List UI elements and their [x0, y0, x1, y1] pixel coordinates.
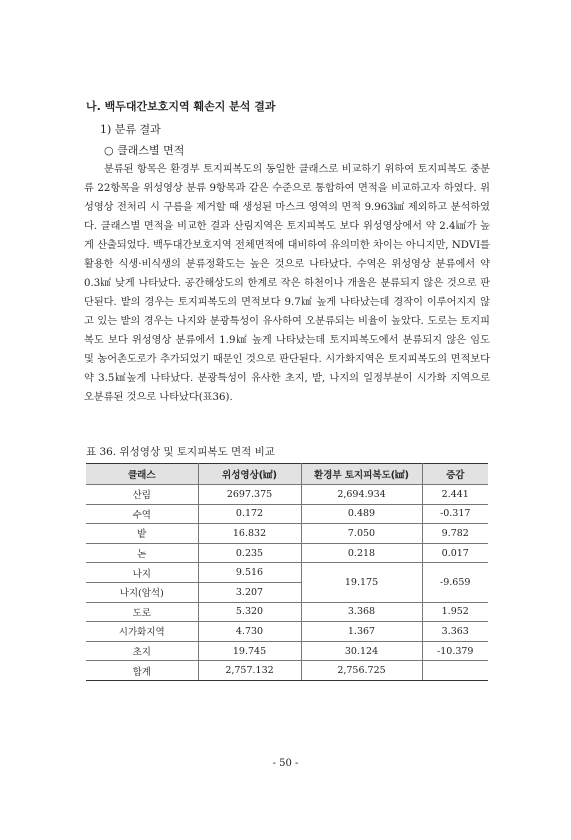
- table-row: [86, 504, 488, 524]
- table-caption: 표 36. 위성영상 및 토지피복도 면적 비교: [86, 446, 275, 458]
- cell-landcover: 2,756.725: [301, 661, 422, 681]
- cell-satellite: 4.730: [198, 622, 301, 642]
- cell-class: 논: [86, 543, 198, 563]
- header-landcover-area: 환경부 토지피복도(㎢): [301, 464, 422, 485]
- cell-satellite: 16.832: [198, 524, 301, 544]
- cell-satellite: 2697.375: [198, 485, 301, 505]
- cell-difference: 3.363: [422, 622, 488, 642]
- bullet-heading: ○ 클래스별 면적: [104, 144, 185, 157]
- section-heading: 나. 백두대간보호지역 훼손지 분석 결과: [86, 100, 276, 113]
- cell-difference: [422, 661, 488, 681]
- cell-landcover-merged: 19.175: [301, 563, 422, 602]
- cell-class: 시가화지역: [86, 622, 198, 642]
- cell-landcover: 30.124: [301, 641, 422, 661]
- cell-class: 나지: [86, 563, 198, 583]
- cell-class: 수역: [86, 504, 198, 524]
- cell-difference-merged: -9.659: [422, 563, 488, 602]
- cell-difference: -0.317: [422, 504, 488, 524]
- cell-satellite: 3.207: [198, 582, 301, 602]
- table-header-row: [86, 464, 488, 485]
- cell-satellite: 9.516: [198, 563, 301, 583]
- table-row: [86, 563, 488, 583]
- cell-difference: 9.782: [422, 524, 488, 544]
- body-paragraph: 분류된 항목은 환경부 토지피복도의 동일한 클래스로 비교하기 위하여 토지피복도 중분류 22항목을 위성영상 분류 9항목과 같은 수준으로 통합하여 면적을 비교하고자 하였다. 위성영상 전처리 시 구름을 제거할 때 생성된 마스크 영역의 면적 9.963㎢ 제외하고 분석하였다. 클래스별 면적을 비교한 결과 산림지역은 토지피복도 보다 위성영상에서 약 2.4㎢가 높게 산출되었다. 백두대간보호지역 전체면적에 대비하여 유의미한 차이는 아니지만, NDVI를 활용한 식생·비식생의 분류정확도는 높은 것으로 나타났다. 수역은 위성영상 분류에서 약 0.3㎢ 낮게 나타났다. 공간해상도의 한계로 작은 하천이나 개울은 분류되지 않은 것으로 판단된다. 밭의 경우는 토지피복도의 면적보다 9.7㎢ 높게 나타났는데 경작이 이루어지지 않고 있는 밭의 경우는 나지와 분광특성이 유사하여 오분류되는 비율이 높았다. 도로는 토지피복도 보다 위성영상 분류에서 1.9㎢ 높게 나타났는데 토지피복도에서 분류되지 않은 임도 및 농어촌도로가 추가되었기 때문인 것으로 판단된다. 시가화지역은 토지피복도의 면적보다 약 3.5㎢높게 나타났다. 분광특성이 유사한 초지, 밭, 나지의 일정부분이 시가화 지역으로 오분류된 것으로 나타났다(표36).: [84, 164, 490, 403]
- cell-satellite: 0.235: [198, 543, 301, 563]
- cell-landcover: 0.489: [301, 504, 422, 524]
- cell-class: 밭: [86, 524, 198, 544]
- cell-satellite: 0.172: [198, 504, 301, 524]
- cell-landcover: 1.367: [301, 622, 422, 642]
- cell-difference: -10.379: [422, 641, 488, 661]
- page-number: - 50 -: [272, 758, 299, 769]
- cell-class: 합계: [86, 661, 198, 681]
- table-row: [86, 524, 488, 544]
- cell-satellite: 5.320: [198, 602, 301, 622]
- subsection-heading: 1) 분류 결과: [100, 123, 161, 136]
- table-row: [86, 543, 488, 563]
- cell-landcover: 3.368: [301, 602, 422, 622]
- header-difference: 증감: [422, 464, 488, 485]
- area-comparison-table: [86, 463, 488, 681]
- cell-difference: 2.441: [422, 485, 488, 505]
- cell-class: 초지: [86, 641, 198, 661]
- cell-class: 산림: [86, 485, 198, 505]
- header-satellite-area: 위성영상(㎢): [198, 464, 301, 485]
- cell-satellite: 2,757.132: [198, 661, 301, 681]
- table-row: [86, 622, 488, 642]
- table-row: [86, 641, 488, 661]
- cell-landcover: 7.050: [301, 524, 422, 544]
- cell-satellite: 19.745: [198, 641, 301, 661]
- cell-difference: 1.952: [422, 602, 488, 622]
- table-row: [86, 602, 488, 622]
- cell-difference: 0.017: [422, 543, 488, 563]
- cell-landcover: 2,694.934: [301, 485, 422, 505]
- cell-class: 나지(암석): [86, 582, 198, 602]
- cell-class: 도로: [86, 602, 198, 622]
- cell-landcover: 0.218: [301, 543, 422, 563]
- table-row: [86, 485, 488, 505]
- table-total-row: [86, 661, 488, 681]
- header-class: 클래스: [86, 464, 198, 485]
